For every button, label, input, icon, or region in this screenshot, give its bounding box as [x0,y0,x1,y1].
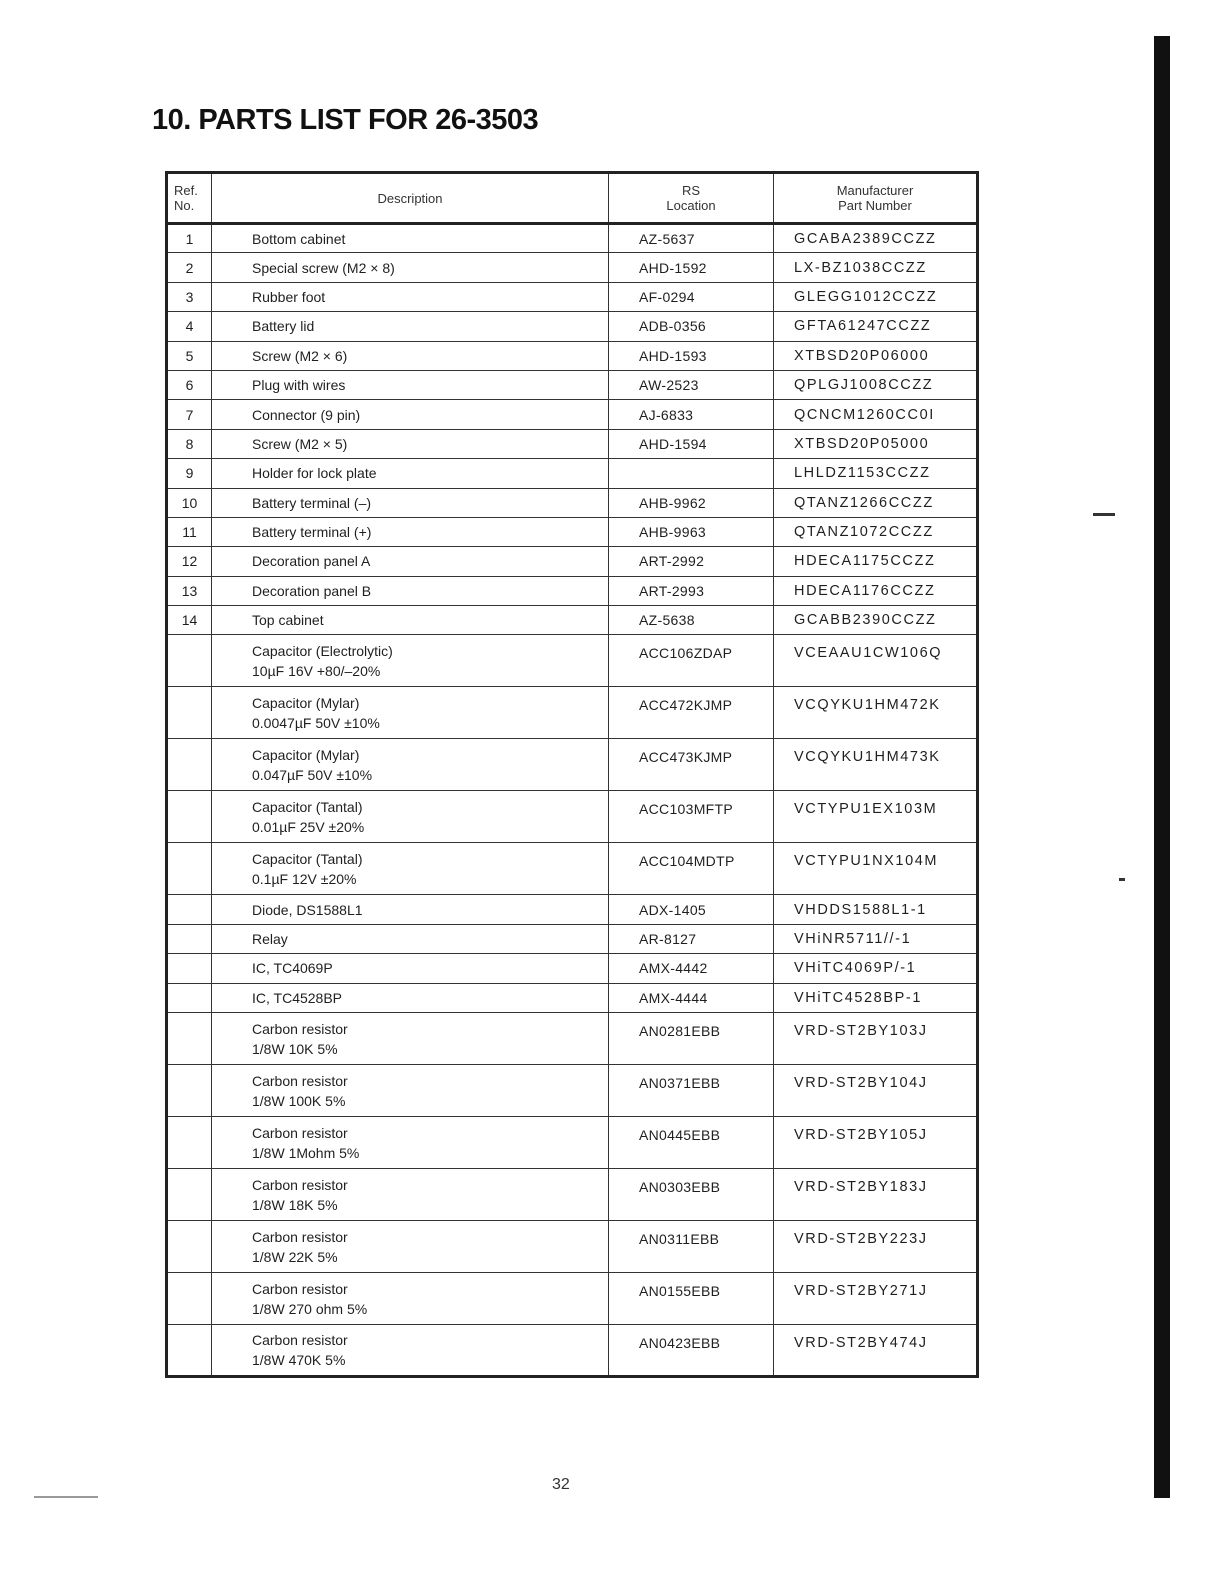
header-mfr-line2: Part Number [838,198,912,213]
table-header [167,173,978,224]
description-text: Capacitor (Electrolytic) [252,642,393,659]
description-text: Connector (9 pin) [252,406,361,423]
cell-description [212,954,609,983]
cell-ref-no [167,1117,212,1169]
description-text: Capacitor (Tantal) [252,850,363,867]
cell-description [212,312,609,341]
description-text: Battery lid [252,318,315,335]
cell-description [212,1065,609,1117]
cell-manufacturer-part: VCTYPU1EX103M [774,791,978,843]
table-row [167,282,978,311]
description-text: Bottom cabinet [252,230,346,247]
cell-rs-location: AZ-5637 [609,224,774,253]
cell-rs-location: AZ-5638 [609,606,774,635]
description-spec: 1/8W 270 ohm 5% [252,1300,368,1317]
description-text: Carbon resistor [252,1176,348,1193]
header-rs-location [609,173,774,224]
cell-manufacturer-part: VHiNR5711//-1 [774,924,978,953]
header-description: Description [212,173,609,224]
cell-description [212,924,609,953]
table-row [167,635,978,687]
cell-description [212,983,609,1012]
header-ref-no [167,173,212,224]
cell-description [212,1013,609,1065]
table-row [167,983,978,1012]
description-text: Top cabinet [252,612,324,629]
cell-manufacturer-part: VRD-ST2BY105J [774,1117,978,1169]
cell-rs-location: ACC473KJMP [609,739,774,791]
cell-description [212,1273,609,1325]
cell-rs-location: AJ-6833 [609,400,774,429]
cell-rs-location: AHB-9963 [609,517,774,546]
cell-description [212,576,609,605]
cell-description [212,488,609,517]
description-spec: 1/8W 470K 5% [252,1352,346,1369]
cell-manufacturer-part: VRD-ST2BY223J [774,1221,978,1273]
cell-rs-location: ACC104MDTP [609,843,774,895]
cell-ref-no [167,1325,212,1377]
cell-manufacturer-part: VCQYKU1HM472K [774,687,978,739]
cell-manufacturer-part: VRD-ST2BY271J [774,1273,978,1325]
header-rs-line2: Location [666,198,716,213]
cell-description [212,517,609,546]
header-rs-line1: RS [681,183,701,198]
table-row [167,791,978,843]
header-ref-line2: No. [174,198,195,213]
parts-list-table [165,171,979,1378]
description-text: Carbon resistor [252,1072,348,1089]
description-spec: 0.047µF 50V ±10% [252,766,373,783]
table-row [167,1169,978,1221]
cell-manufacturer-part: GLEGG1012CCZZ [774,282,978,311]
table-row [167,1273,978,1325]
cell-rs-location [609,459,774,488]
cell-rs-location: ACC103MFTP [609,791,774,843]
cell-ref-no [167,1013,212,1065]
cell-manufacturer-part: VRD-ST2BY474J [774,1325,978,1377]
cell-description [212,635,609,687]
cell-ref-no [167,1273,212,1325]
description-text: IC, TC4528BP [252,989,343,1006]
description-text: Capacitor (Tantal) [252,798,363,815]
cell-manufacturer-part: VHDDS1588L1-1 [774,895,978,924]
table-row [167,954,978,983]
cell-rs-location: AN0281EBB [609,1013,774,1065]
footer-rule [34,1496,98,1498]
cell-manufacturer-part: GFTA61247CCZZ [774,312,978,341]
cell-ref-no [167,635,212,687]
cell-description [212,224,609,253]
table-row [167,606,978,635]
cell-rs-location: AN0371EBB [609,1065,774,1117]
scan-edge-bar [1154,36,1170,1498]
description-text: Carbon resistor [252,1280,348,1297]
cell-description [212,843,609,895]
description-text: Relay [252,931,288,948]
description-text: Rubber foot [252,288,326,305]
table-row [167,1065,978,1117]
cell-rs-location: AHD-1593 [609,341,774,370]
cell-ref-no [167,983,212,1012]
cell-manufacturer-part: HDECA1175CCZZ [774,547,978,576]
cell-ref-no: 1 [167,224,212,253]
cell-ref-no: 7 [167,400,212,429]
cell-rs-location: AR-8127 [609,924,774,953]
description-spec: 0.0047µF 50V ±10% [252,714,380,731]
description-text: Carbon resistor [252,1332,348,1349]
cell-description [212,429,609,458]
description-text: Screw (M2 × 6) [252,347,348,364]
cell-manufacturer-part: VCEAAU1CW106Q [774,635,978,687]
cell-ref-no [167,1169,212,1221]
cell-ref-no [167,924,212,953]
table-row [167,547,978,576]
table-row [167,687,978,739]
cell-description [212,459,609,488]
description-text: Special screw (M2 × 8) [252,259,395,276]
description-text: Holder for lock plate [252,465,377,482]
table-row [167,341,978,370]
cell-manufacturer-part: LX-BZ1038CCZZ [774,253,978,282]
cell-ref-no: 14 [167,606,212,635]
description-spec: 10µF 16V +80/–20% [252,662,381,679]
cell-manufacturer-part: XTBSD20P06000 [774,341,978,370]
cell-manufacturer-part: VRD-ST2BY183J [774,1169,978,1221]
cell-manufacturer-part: QPLGJ1008CCZZ [774,370,978,399]
cell-ref-no: 13 [167,576,212,605]
cell-manufacturer-part: VRD-ST2BY103J [774,1013,978,1065]
cell-description [212,282,609,311]
cell-rs-location: ADX-1405 [609,895,774,924]
cell-rs-location: AW-2523 [609,370,774,399]
cell-rs-location: AHB-9962 [609,488,774,517]
table-row [167,488,978,517]
cell-description [212,400,609,429]
cell-description [212,1325,609,1377]
margin-mark [1119,878,1125,881]
cell-manufacturer-part: GCABB2390CCZZ [774,606,978,635]
cell-ref-no [167,954,212,983]
cell-manufacturer-part: GCABA2389CCZZ [774,224,978,253]
cell-rs-location: ART-2993 [609,576,774,605]
description-text: Battery terminal (–) [252,494,372,511]
cell-description [212,739,609,791]
table-row [167,253,978,282]
cell-rs-location: AN0303EBB [609,1169,774,1221]
description-text: Carbon resistor [252,1020,348,1037]
cell-rs-location: AN0155EBB [609,1273,774,1325]
cell-ref-no: 9 [167,459,212,488]
cell-description [212,253,609,282]
cell-rs-location: AMX-4444 [609,983,774,1012]
cell-ref-no: 6 [167,370,212,399]
table-body [167,224,978,1377]
cell-rs-location: AN0311EBB [609,1221,774,1273]
cell-rs-location: ACC106ZDAP [609,635,774,687]
table-row [167,739,978,791]
table-row [167,312,978,341]
description-spec: 1/8W 1Mohm 5% [252,1144,360,1161]
table-row [167,400,978,429]
cell-ref-no [167,687,212,739]
header-manufacturer-part [774,173,978,224]
table-row [167,895,978,924]
description-text: Capacitor (Mylar) [252,746,360,763]
cell-description [212,687,609,739]
description-spec: 1/8W 18K 5% [252,1196,338,1213]
cell-ref-no: 8 [167,429,212,458]
cell-manufacturer-part: VHiTC4069P/-1 [774,954,978,983]
cell-manufacturer-part: QCNCM1260CC0I [774,400,978,429]
description-text: Diode, DS1588L1 [252,901,363,918]
cell-ref-no [167,739,212,791]
description-text: Decoration panel A [252,553,371,570]
cell-manufacturer-part: QTANZ1072CCZZ [774,517,978,546]
cell-rs-location: ART-2992 [609,547,774,576]
cell-ref-no: 5 [167,341,212,370]
table-row [167,1221,978,1273]
cell-manufacturer-part: VRD-ST2BY104J [774,1065,978,1117]
cell-description [212,606,609,635]
header-ref-line1: Ref. [174,183,198,198]
table-row [167,224,978,253]
table-row [167,459,978,488]
page-title: 10. PARTS LIST FOR 26-3503 [152,104,539,136]
table-row [167,429,978,458]
table-row [167,1325,978,1377]
cell-rs-location: AN0445EBB [609,1117,774,1169]
cell-ref-no: 4 [167,312,212,341]
cell-ref-no [167,895,212,924]
description-spec: 1/8W 10K 5% [252,1040,338,1057]
cell-ref-no [167,1065,212,1117]
table-row [167,576,978,605]
cell-description [212,1117,609,1169]
cell-ref-no [167,791,212,843]
description-spec: 1/8W 22K 5% [252,1248,338,1265]
description-spec: 0.01µF 25V ±20% [252,818,365,835]
cell-rs-location: AHD-1594 [609,429,774,458]
cell-description [212,370,609,399]
cell-rs-location: AHD-1592 [609,253,774,282]
cell-rs-location: ACC472KJMP [609,687,774,739]
description-text: Capacitor (Mylar) [252,694,360,711]
cell-manufacturer-part: VCQYKU1HM473K [774,739,978,791]
cell-manufacturer-part: HDECA1176CCZZ [774,576,978,605]
description-text: Carbon resistor [252,1124,348,1141]
cell-description [212,341,609,370]
description-text: Screw (M2 × 5) [252,435,348,452]
table-row [167,1013,978,1065]
cell-manufacturer-part: VCTYPU1NX104M [774,843,978,895]
cell-ref-no: 11 [167,517,212,546]
cell-ref-no: 2 [167,253,212,282]
description-text: Carbon resistor [252,1228,348,1245]
cell-ref-no [167,843,212,895]
table-row [167,843,978,895]
cell-ref-no: 12 [167,547,212,576]
cell-manufacturer-part: XTBSD20P05000 [774,429,978,458]
description-text: Battery terminal (+) [252,524,372,541]
cell-ref-no: 10 [167,488,212,517]
cell-ref-no: 3 [167,282,212,311]
cell-description [212,791,609,843]
description-text: Decoration panel B [252,582,372,599]
header-mfr-line1: Manufacturer [836,183,914,198]
cell-rs-location: ADB-0356 [609,312,774,341]
cell-manufacturer-part: QTANZ1266CCZZ [774,488,978,517]
cell-manufacturer-part: LHLDZ1153CCZZ [774,459,978,488]
margin-mark [1093,513,1115,516]
cell-rs-location: AMX-4442 [609,954,774,983]
cell-manufacturer-part: VHiTC4528BP-1 [774,983,978,1012]
cell-description [212,1221,609,1273]
table-row [167,517,978,546]
cell-description [212,547,609,576]
cell-ref-no [167,1221,212,1273]
page-number: 32 [552,1476,570,1493]
cell-rs-location: AN0423EBB [609,1325,774,1377]
description-text: Plug with wires [252,377,346,394]
cell-rs-location: AF-0294 [609,282,774,311]
table-row [167,370,978,399]
cell-description [212,895,609,924]
cell-description [212,1169,609,1221]
description-spec: 0.1µF 12V ±20% [252,870,357,887]
description-spec: 1/8W 100K 5% [252,1092,346,1109]
description-text: IC, TC4069P [252,960,333,977]
table-row [167,924,978,953]
table-row [167,1117,978,1169]
